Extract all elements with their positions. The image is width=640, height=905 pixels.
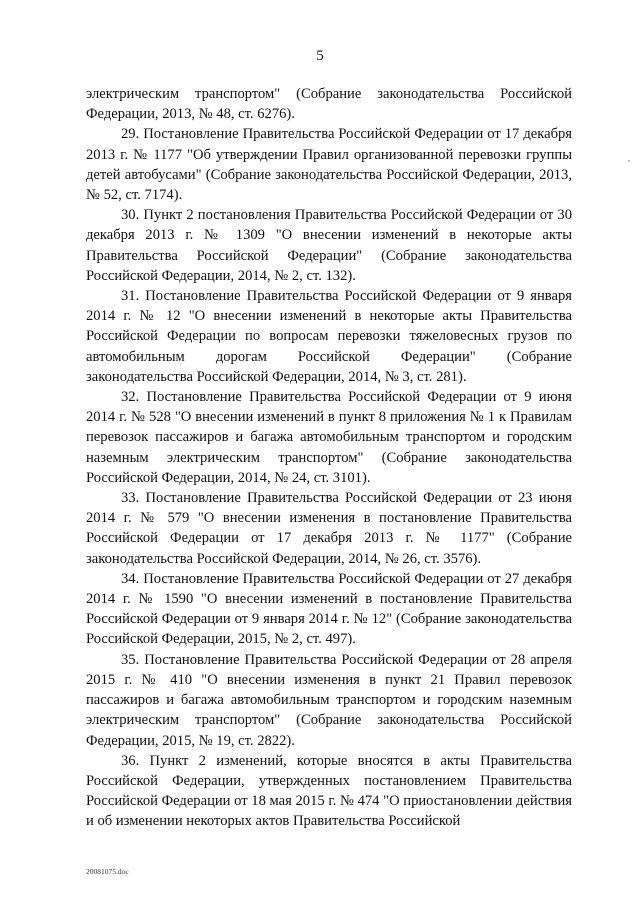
page-number: 5 bbox=[316, 48, 324, 64]
list-item-32: 32. Постановление Правительства Российской Федерации от 9 июня 2014 г. № 528 "О внесении изменений в пункт 8 приложения № 1 к Правилам перевозок пассажиров и багажа автомобильным транспортом и городским наземным электрическим транспортом" (Собрание законодательства Российской Федерации, 2014, № 24, ст. 3101). bbox=[86, 389, 572, 486]
list-item-35: 35. Постановление Правительства Российской Федерации от 28 апреля 2015 г. № 410 "О внесении изменения в пункт 21 Правил перевозок пассажиров и багажа автомобильным транспортом и городским наземным электрическим транспортом" (Собрание законодательства Российской Федерации, 2015, № 19, ст. 2822). bbox=[86, 651, 572, 749]
list-item-30: 30. Пункт 2 постановления Правительства Российской Федерации от 30 декабря 2013 г. № 1309 "О внесении изменений в некоторые акты Правительства Российской Федерации" (Собрание законодательства Российской Федерации, 2014, № 2, ст. 132). bbox=[86, 207, 572, 284]
list-item-31: 31. Постановление Правительства Российской Федерации от 9 января 2014 г. № 12 "О внесении изменений в некоторые акты Правительства Российской Федерации по вопросам перевозки тяжеловесных грузов по автомобильным дорогам Российской Федерации" (Собрание законодательства Российской Федерации, 2014, № 3, ст. 281). bbox=[86, 288, 572, 385]
file-name-footer: 20081075.doc bbox=[86, 867, 129, 876]
paragraph-continuation: электрическим транспортом" (Собрание законодательства Российской Федерации, 2013, № 48, ст. 6276). bbox=[86, 86, 572, 123]
list-item-36: 36. Пункт 2 изменений, которые вносятся в акты Правительства Российской Федерации, утвержденных постановлением Правительства Российской Федерации от 18 мая 2015 г. № 474 "О приостановлении действия и об изменении некоторых актов Правительства Российской bbox=[86, 752, 572, 830]
list-item-34: 34. Постановление Правительства Российской Федерации от 27 декабря 2014 г. № 1590 "О внесении изменений в постановление Правительства Российской Федерации от 9 января 2014 г. № 12" (Собрание законодательства Российской Федерации, 2015, № 2, ст. 497). bbox=[86, 570, 572, 648]
list-item-29: 29. Постановление Правительства Российской Федерации от 17 декабря 2013 г. № 1177 "Об утверждении Правил организованной перевозки группы детей автобусами" (Собрание законодательства Российской Федерации, 2013, № 52, ст. 7174). bbox=[86, 126, 572, 204]
document-body bbox=[86, 84, 572, 832]
list-item-33: 33. Постановление Правительства Российской Федерации от 23 июня 2014 г. № 579 "О внесении изменения в постановление Правительства Российской Федерации от 17 декабря 2013 г. № 1177" (Собрание законодательства Российской Федерации, 2014, № 26, ст. 3576). bbox=[86, 490, 572, 567]
scan-speck bbox=[628, 160, 630, 162]
